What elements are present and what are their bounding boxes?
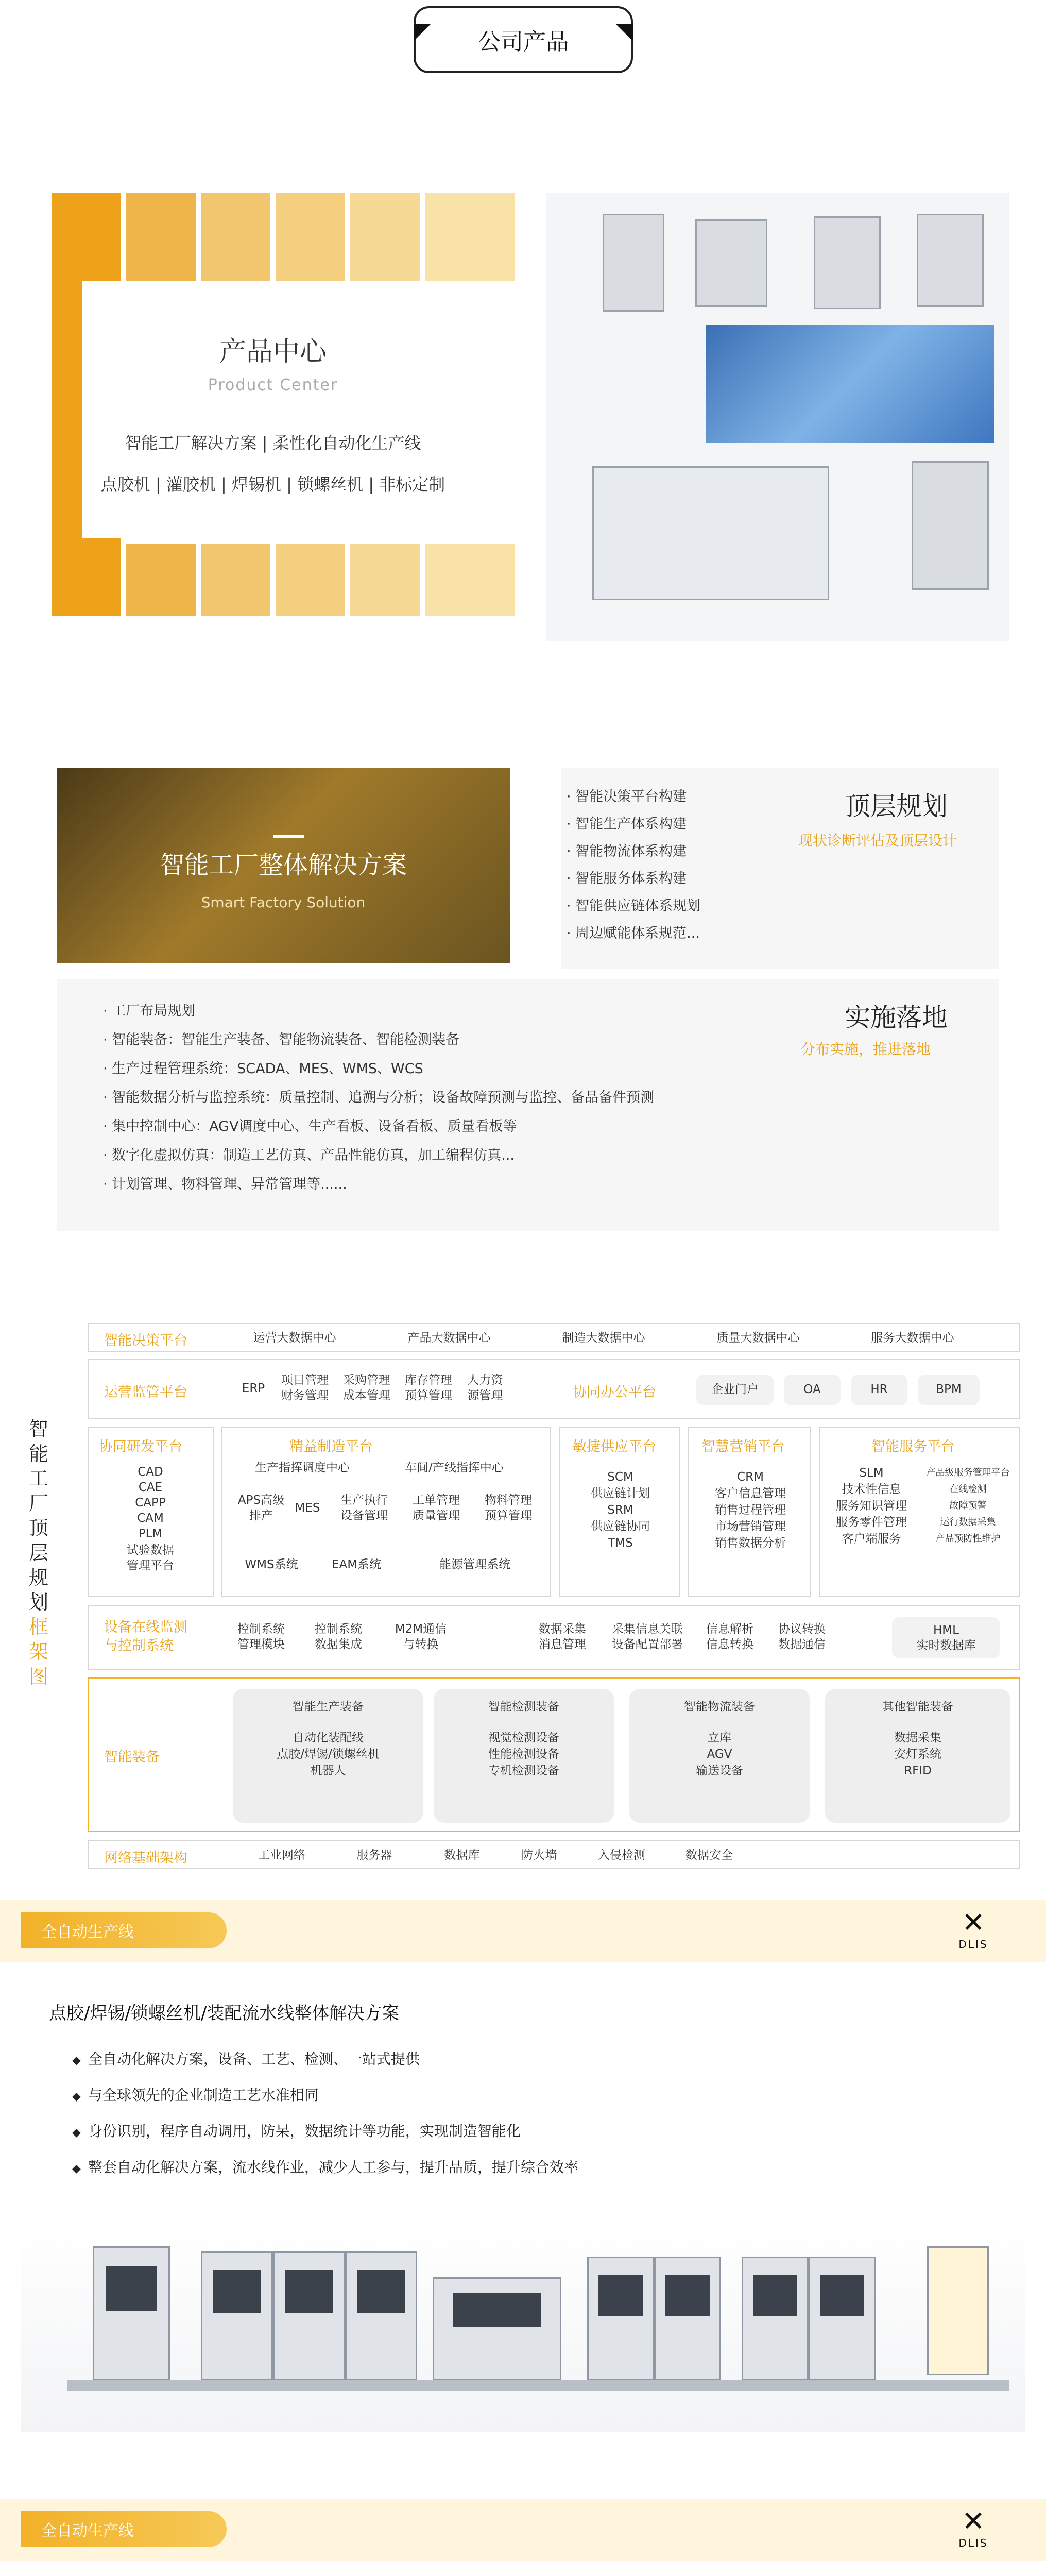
marketing-cell: CRM — [737, 1470, 764, 1484]
row-label: 网络基础架构 — [104, 1850, 187, 1866]
iot-cell: 控制系统 数据集成 — [315, 1622, 362, 1651]
product-center-subtitle: Product Center — [208, 376, 338, 394]
equip-group-title: 其他智能装备 — [882, 1700, 953, 1714]
company-logo — [945, 1906, 1002, 1953]
equip-item: 数据采集 — [894, 1731, 941, 1744]
iot-cell: M2M通信 与转换 — [395, 1622, 447, 1651]
station-image — [809, 2257, 876, 2380]
row-label: 敏捷供应平台 — [573, 1439, 656, 1455]
mfg-cell: 物料管理 预算管理 — [485, 1494, 532, 1522]
row-label: 运营监管平台 — [104, 1384, 187, 1400]
row-label: 协同办公平台 — [573, 1384, 656, 1400]
marketing-cell: 客户信息管理 — [715, 1487, 786, 1500]
mfg-cell: 能源管理系统 — [439, 1558, 510, 1571]
rd-cell: CAPP — [135, 1496, 166, 1510]
row-label: 精益制造平台 — [289, 1439, 373, 1455]
rd-cell: CAM — [137, 1512, 164, 1525]
operation-cell: 人力资 源管理 — [467, 1374, 503, 1402]
side-title-text: 智能工厂顶层规划 — [28, 1418, 48, 1614]
network-cell: 入侵检测 — [598, 1849, 645, 1862]
list-item: · 计划管理、物料管理、异常管理等...... — [103, 1176, 347, 1192]
smart-factory-subtitle: Smart Factory Solution — [201, 894, 366, 911]
mfg-block — [221, 1427, 551, 1597]
mfg-cell: MES — [295, 1501, 320, 1515]
section1-bullet: ◆ 身份识别，程序自动调用，防呆，数据统计等功能，实现制造智能化 — [72, 2120, 521, 2141]
station-image — [587, 2257, 654, 2380]
row-label: 智能服务平台 — [871, 1439, 955, 1455]
operation-cell: ERP — [242, 1382, 265, 1395]
network-cell: 工业网络 — [258, 1849, 305, 1862]
equip-item: AGV — [707, 1748, 732, 1761]
operation-cell: 采购管理 成本管理 — [343, 1374, 390, 1402]
mfg-cell: 生产指挥调度中心 — [255, 1461, 350, 1475]
mfg-cell: APS高级 排产 — [237, 1494, 285, 1522]
logo-mark-icon: ✕ — [962, 1906, 985, 1939]
station-image — [345, 2251, 417, 2380]
mfg-cell: 车间/产线指挥中心 — [405, 1461, 504, 1475]
list-item: · 周边赋能体系规范... — [567, 925, 700, 941]
network-cell: 防火墙 — [521, 1849, 557, 1862]
office-cell: 企业门户 — [711, 1383, 759, 1396]
equip-group-title: 智能检测装备 — [488, 1700, 559, 1714]
orange-block — [425, 544, 515, 616]
machine-image — [912, 461, 989, 590]
company-logo — [945, 2505, 1002, 2551]
supply-cell: 供应链协同 — [591, 1520, 650, 1533]
service-cell: 产品级服务管理平台 — [926, 1467, 1010, 1478]
top-planning-title: 顶层规划 — [845, 791, 948, 821]
rd-cell: CAD — [138, 1465, 163, 1479]
blue-tech-image — [706, 325, 994, 443]
rd-cell: PLM — [138, 1527, 163, 1540]
operation-cell: 项目管理 财务管理 — [281, 1374, 329, 1402]
office-cell: HR — [870, 1383, 888, 1396]
marketing-cell: 市场营销管理 — [715, 1520, 786, 1533]
equip-item: 输送设备 — [696, 1764, 743, 1777]
rd-cell: CAE — [138, 1481, 163, 1494]
list-item: · 智能装备：智能生产装备、智能物流装备、智能检测装备 — [103, 1032, 460, 1048]
conveyor — [67, 2380, 1009, 2391]
supply-cell: TMS — [608, 1536, 633, 1550]
service-cell: 产品预防性维护 — [935, 1533, 1001, 1544]
decision-cell: 制造大数据中心 — [562, 1331, 645, 1345]
service-cell: 在线检测 — [949, 1484, 987, 1495]
side-title-accent: 框架图 — [28, 1616, 48, 1688]
iot-cell: 控制系统 管理模块 — [237, 1622, 285, 1651]
list-item: · 集中控制中心：AGV调度中心、生产看板、设备看板、质量看板等 — [103, 1118, 517, 1134]
line-image — [592, 466, 829, 600]
iot-cell: 采集信息关联 设备配置部署 — [612, 1622, 683, 1651]
office-cell: BPM — [936, 1383, 962, 1396]
top-planning-list — [567, 783, 700, 947]
list-item: · 工厂布局规划 — [103, 1003, 196, 1019]
operation-cell: 库存管理 预算管理 — [405, 1374, 452, 1402]
service-cell: 服务零件管理 — [836, 1516, 907, 1529]
decision-cell: 产品大数据中心 — [407, 1331, 491, 1345]
equip-group-title: 智能生产装备 — [293, 1700, 364, 1714]
orange-block — [201, 544, 270, 616]
section1-bullet: ◆ 全自动化解决方案，设备、工艺、检测、一站式提供 — [72, 2048, 420, 2069]
orange-block — [276, 193, 345, 281]
section1-bullet: ◆ 整套自动化解决方案，流水线作业，减少人工参与，提升品质，提升综合效率 — [72, 2156, 578, 2177]
machine-image — [603, 214, 664, 312]
machine-image — [917, 214, 984, 307]
station-image — [927, 2246, 989, 2375]
service-cell: SLM — [859, 1466, 884, 1480]
station-image — [201, 2251, 273, 2380]
service-cell: 服务知识管理 — [836, 1499, 907, 1513]
network-cell: 服务器 — [356, 1849, 392, 1862]
equip-item: 自动化装配线 — [293, 1731, 364, 1744]
equip-item: 专机检测设备 — [488, 1764, 559, 1777]
list-item: · 智能物流体系构建 — [567, 843, 687, 859]
product-center-line2: 点胶机 | 灌胶机 | 焊锡机 | 锁螺丝机 | 非标定制 — [100, 474, 445, 494]
orange-block — [126, 193, 196, 281]
section1-pill — [21, 1912, 227, 1948]
orange-block — [126, 544, 196, 616]
supply-cell: 供应链计划 — [591, 1487, 650, 1500]
iot-cell: 数据采集 消息管理 — [539, 1622, 586, 1651]
orange-block — [350, 193, 420, 281]
orange-block — [276, 544, 345, 616]
operation-row — [88, 1359, 1020, 1419]
row-label: 智能决策平台 — [104, 1333, 187, 1349]
row-label: 协同研发平台 — [99, 1439, 182, 1455]
supply-cell: SCM — [607, 1470, 633, 1484]
office-cell: OA — [803, 1383, 821, 1396]
implementation-list — [103, 997, 654, 1199]
network-row — [88, 1840, 1020, 1869]
equip-item: 视觉检测设备 — [488, 1731, 559, 1744]
mfg-cell: 工单管理 质量管理 — [413, 1494, 460, 1522]
section1-bullet: ◆ 与全球领先的企业制造工艺水准相同 — [72, 2084, 319, 2105]
equip-group-title: 智能物流装备 — [684, 1700, 755, 1714]
rd-cell: 试验数据 管理平台 — [127, 1544, 174, 1572]
logo-text: DLIS — [958, 2537, 988, 2549]
iot-cell: 协议转换 数据通信 — [778, 1622, 826, 1651]
network-cell: 数据库 — [444, 1849, 480, 1862]
machine-image — [695, 219, 767, 307]
list-item: · 智能服务体系构建 — [567, 871, 687, 887]
network-cell: 数据安全 — [685, 1849, 733, 1862]
list-item: · 智能供应链体系规划 — [567, 898, 701, 914]
orange-block — [350, 544, 420, 616]
equip-item: 立库 — [708, 1731, 731, 1744]
marketing-cell: 销售过程管理 — [715, 1503, 786, 1517]
rd-block — [88, 1427, 214, 1597]
logo-text: DLIS — [958, 1938, 988, 1951]
top-planning-subtitle: 现状诊断评估及顶层设计 — [798, 832, 957, 849]
product-center-card — [82, 281, 515, 538]
mfg-cell: WMS系统 — [245, 1558, 298, 1571]
page-title — [414, 6, 633, 73]
equip-item: 性能检测设备 — [488, 1748, 559, 1761]
equip-item: 点胶/焊锡/锁螺丝机 — [277, 1748, 380, 1761]
equip-item: 安灯系统 — [894, 1748, 941, 1761]
smart-factory-title: 智能工厂整体解决方案 — [159, 851, 407, 879]
page-title-text: 公司产品 — [478, 29, 569, 55]
iot-cell: HML 实时数据库 — [916, 1623, 976, 1652]
section2-pill-text: 全自动生产线 — [41, 2522, 134, 2540]
service-cell: 故障预警 — [949, 1500, 987, 1511]
supply-block — [559, 1427, 680, 1597]
product-center-title: 产品中心 — [219, 336, 327, 367]
row-label: 智能装备 — [104, 1749, 160, 1765]
implementation-title: 实施落地 — [845, 1003, 948, 1032]
list-item: · 数字化虚拟仿真：制造工艺仿真、产品性能仿真，加工编程仿真... — [103, 1147, 515, 1163]
architecture-side-title — [26, 1417, 52, 1689]
station-image — [654, 2257, 721, 2380]
product-gallery — [546, 193, 1009, 641]
section1-title: 点胶/焊锡/锁螺丝机/装配流水线整体解决方案 — [49, 2003, 400, 2024]
service-cell: 运行数据采集 — [940, 1517, 996, 1528]
station-image — [93, 2246, 170, 2380]
decision-cell: 运营大数据中心 — [253, 1331, 336, 1345]
banner-divider — [273, 835, 304, 838]
section2-pill — [21, 2511, 227, 2547]
service-block — [819, 1427, 1020, 1597]
station-image — [273, 2251, 345, 2380]
equipment-row — [88, 1677, 1020, 1832]
orange-block — [425, 193, 515, 281]
row-label: 设备在线监测 与控制系统 — [104, 1619, 187, 1654]
product-center-line1: 智能工厂解决方案 | 柔性化自动化生产线 — [125, 433, 421, 453]
marketing-cell: 销售数据分析 — [715, 1536, 786, 1550]
assembly-line-image — [21, 2215, 1025, 2432]
marketing-block — [688, 1427, 811, 1597]
iot-cell: 信息解析 信息转换 — [706, 1622, 753, 1651]
mfg-cell: EAM系统 — [331, 1558, 382, 1571]
decision-row — [88, 1323, 1020, 1352]
station-image — [742, 2257, 809, 2380]
list-item: · 智能生产体系构建 — [567, 816, 687, 832]
orange-block — [201, 193, 270, 281]
supply-cell: SRM — [607, 1503, 633, 1517]
decision-cell: 质量大数据中心 — [716, 1331, 800, 1345]
station-image — [433, 2277, 561, 2380]
equip-item: 机器人 — [310, 1764, 346, 1777]
section1-pill-text: 全自动生产线 — [41, 1923, 134, 1941]
machine-image — [814, 216, 881, 309]
iot-row — [88, 1605, 1020, 1670]
list-item: · 智能数据分析与监控系统：质量控制、追溯与分析；设备故障预测与监控、备品备件预测 — [103, 1090, 655, 1106]
decision-cell: 服务大数据中心 — [871, 1331, 954, 1345]
logo-mark-icon: ✕ — [962, 2505, 985, 2537]
service-cell: 客户端服务 — [842, 1532, 901, 1546]
service-cell: 技术性信息 — [842, 1483, 901, 1496]
list-item: · 生产过程管理系统：SCADA、MES、WMS、WCS — [103, 1061, 423, 1077]
implementation-subtitle: 分布实施，推进落地 — [801, 1041, 931, 1058]
equip-item: RFID — [904, 1764, 932, 1777]
list-item: · 智能决策平台构建 — [567, 789, 687, 805]
mfg-cell: 生产执行 设备管理 — [340, 1494, 388, 1522]
row-label: 智慧营销平台 — [701, 1439, 785, 1455]
